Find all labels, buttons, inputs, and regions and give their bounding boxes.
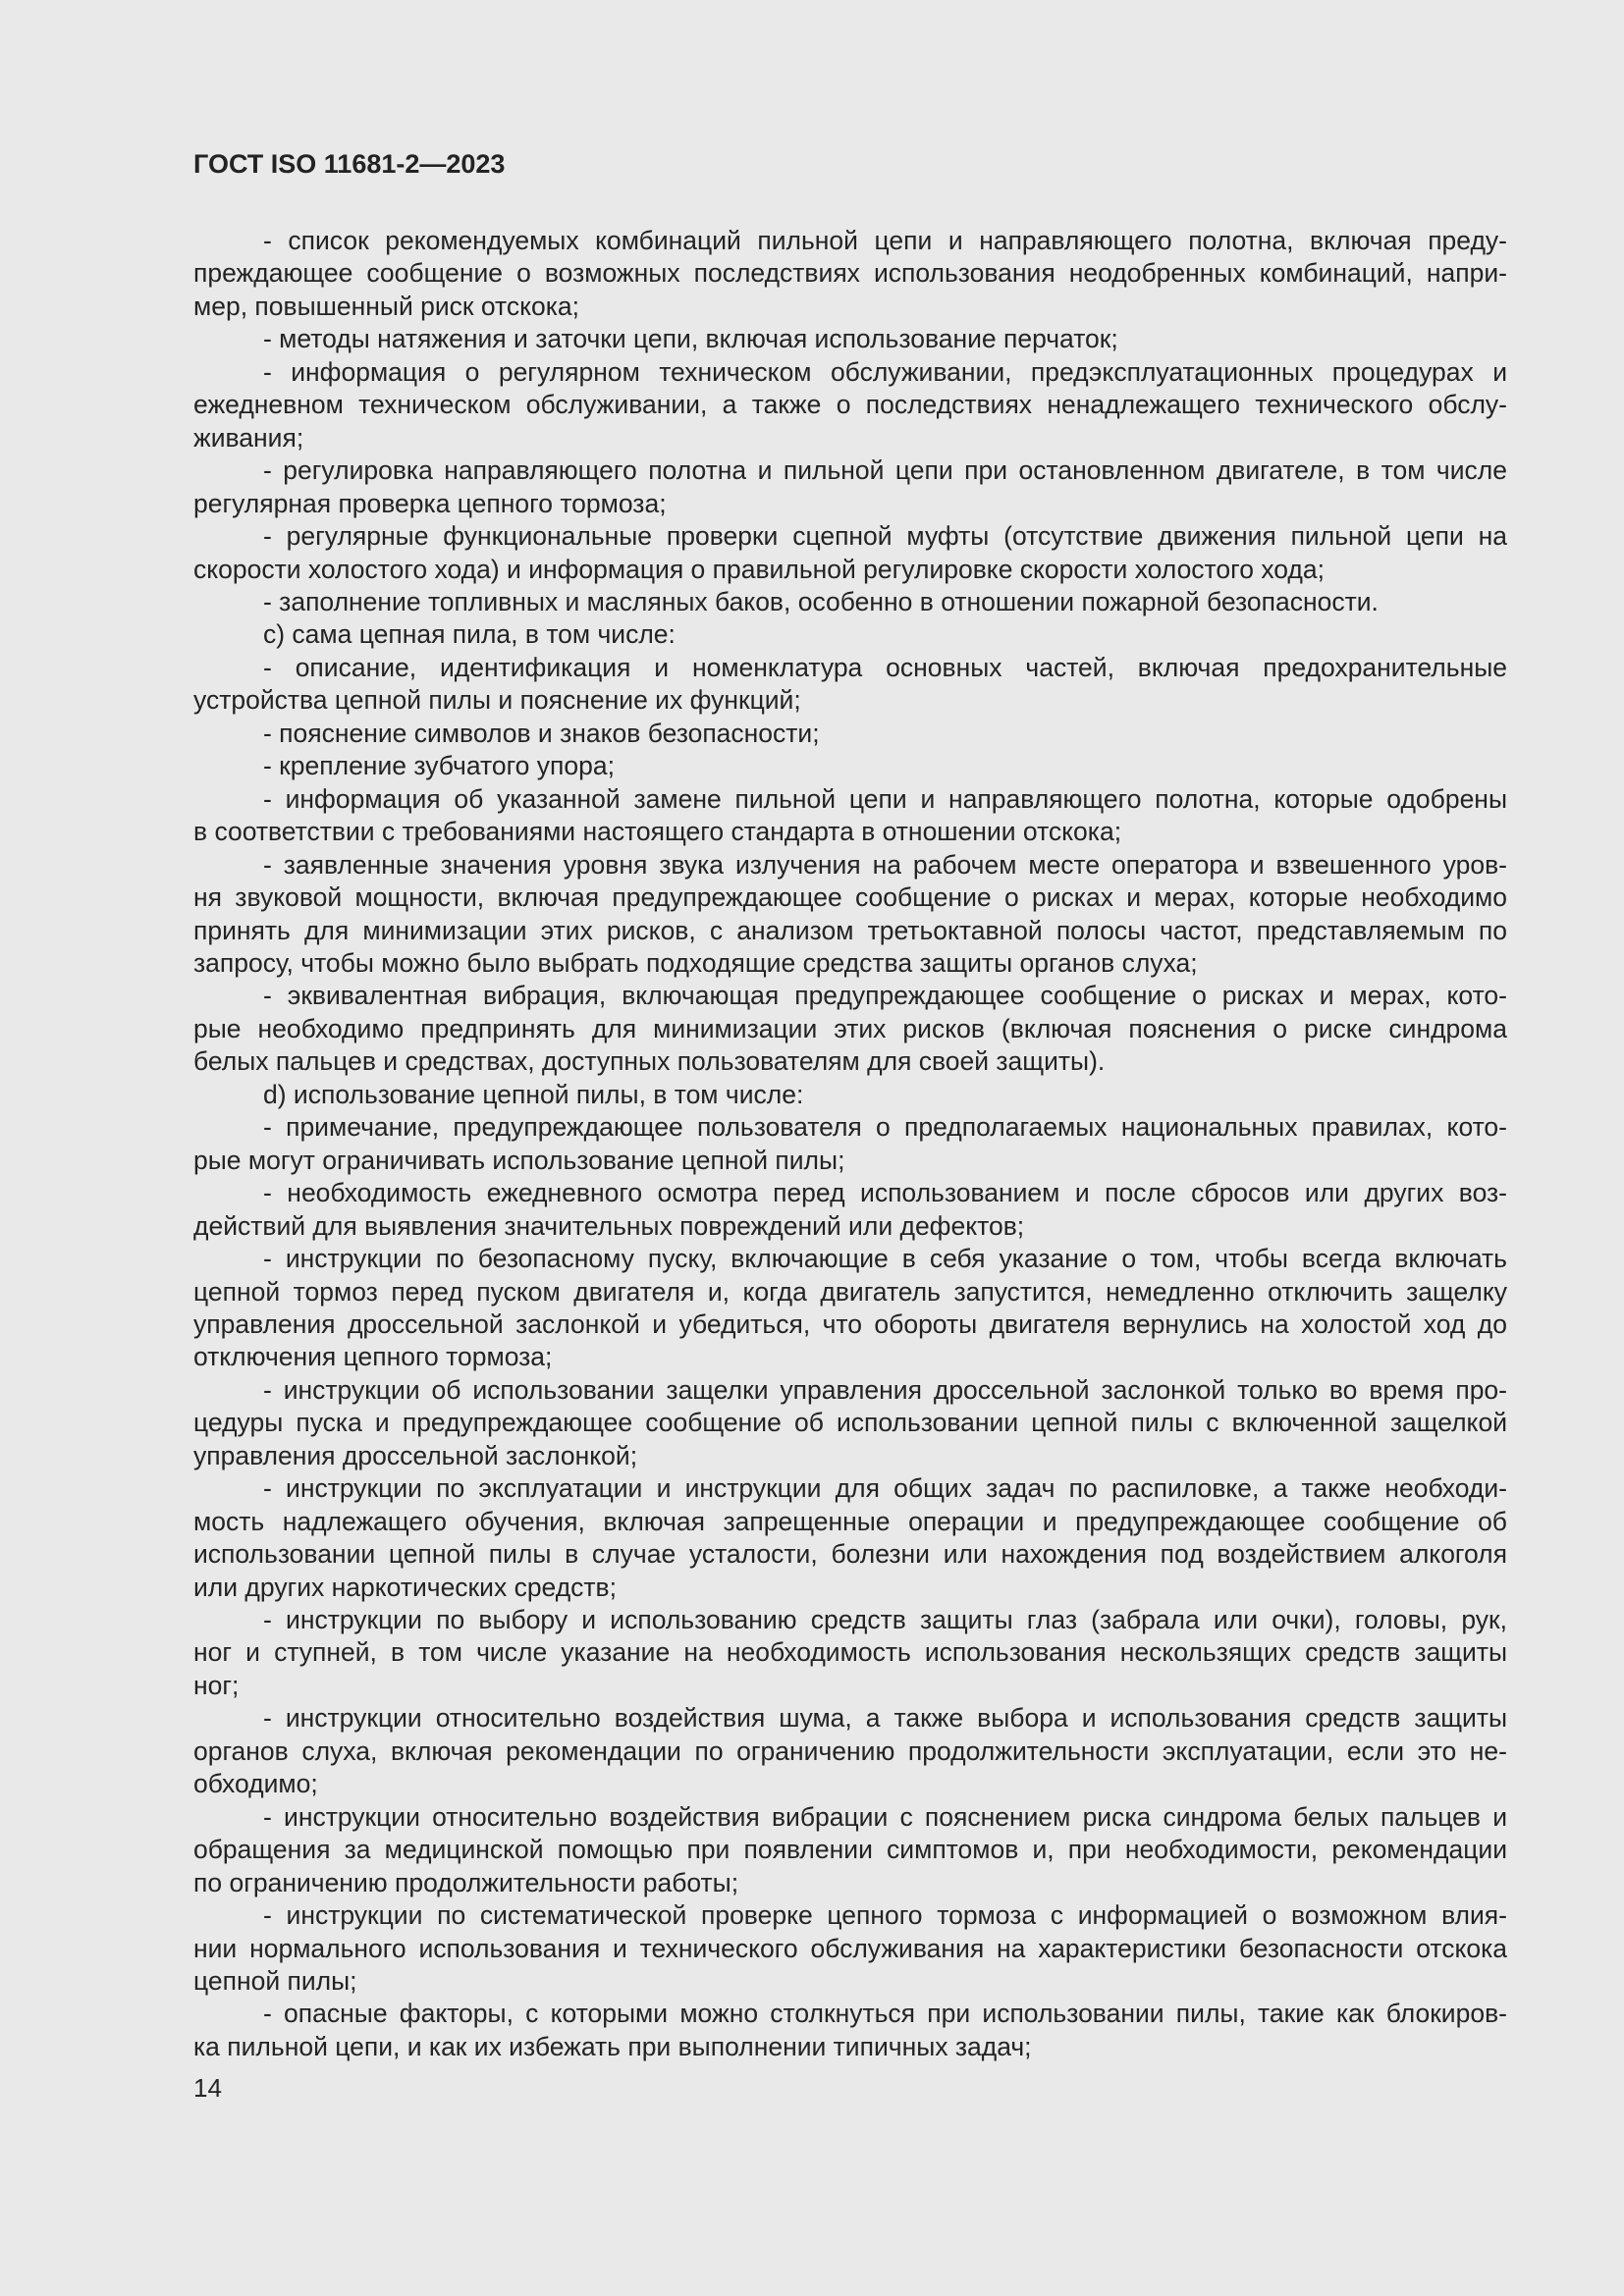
text-line: управления дроссельной заслонкой; (193, 1440, 638, 1470)
list-item (193, 783, 1507, 849)
list-item (193, 225, 1507, 323)
list-item (193, 1243, 1507, 1374)
text-line: - заявленные значения уровня звука излучения на рабочем месте оператора и взвешенного уров- (263, 849, 1507, 880)
text-line: - информация о регулярном техническом обслуживании, предэксплуатационных процедурах и (263, 356, 1507, 387)
text-line: - инструкции об использовании защелки управления дроссельной заслонкой только во время про- (263, 1374, 1507, 1405)
text-line: нии нормального использования и технического обслуживания на характеристики безопасности отскока (193, 1933, 1507, 1963)
list-item (193, 1177, 1507, 1243)
text-line: - инструкции по систематической проверке цепного тормоза с информацией о возможном влия- (263, 1900, 1507, 1931)
text-line: - заполнение топливных и масляных баков, особенно в отношении пожарной безопасности. (263, 586, 1379, 616)
text-line: - инструкции относительно воздействия вибрации с пояснением риска синдрома белых пальцев и (263, 1801, 1507, 1832)
text-line: - регулярные функциональные проверки сцепной муфты (отсутствие движения пильной цепи на (263, 521, 1507, 552)
list-item (193, 1998, 1507, 2063)
list-item (193, 718, 1507, 750)
list-item (193, 356, 1507, 454)
text-line: белых пальцев и средствах, доступных пользователям для своей защиты). (193, 1046, 1106, 1077)
text-line: - инструкции относительно воздействия шума, а также выбора и использования средств защиты (263, 1703, 1507, 1734)
text-line: по ограничению продолжительности работы; (193, 1867, 739, 1897)
document-number-header: ГОСТ ISO 11681-2—2023 (193, 149, 506, 179)
text-line: - опасные факторы, с которыми можно столкнуться при использовании пилы, такие как блокиров- (263, 1999, 1507, 2029)
list-item (193, 980, 1507, 1078)
list-item (193, 454, 1507, 520)
text-line: - эквивалентная вибрация, включающая предупреждающее сообщение о рисках и мерах, кото- (263, 981, 1507, 1011)
text-line: регулярная проверка цепного тормоза; (193, 488, 667, 518)
text-line: ног и ступней, в том числе указание на необходимость использования нескользящих средств защиты (193, 1637, 1507, 1668)
list-item (193, 1899, 1507, 1998)
text-line: мость надлежащего обучения, включая запрещенные операции и предупреждающее сообщение об (193, 1506, 1507, 1536)
text-line: - описание, идентификация и номенклатура основных частей, включая предохранительные (263, 652, 1507, 682)
text-line: живания; (193, 422, 304, 453)
text-line: - список рекомендуемых комбинаций пильной цепи и направляющего полотна, включая преду- (263, 226, 1507, 255)
list-item (193, 323, 1507, 355)
text-line: в соответствии с требованиями настоящего стандарта в отношении отскока; (193, 817, 1122, 847)
text-line: ежедневном техническом обслуживании, а также о последствиях ненадлежащего технического обслу- (193, 390, 1507, 420)
text-line: - крепление зубчатого упора; (263, 751, 615, 781)
text-line: рые могут ограничивать использование цепной пилы; (193, 1145, 845, 1175)
text-line: или других наркотических средств; (193, 1572, 618, 1602)
text-line: - инструкции по выбору и использованию средств защиты глаз (забрала или очки), головы, рук, (263, 1605, 1507, 1635)
text-line: устройства цепной пилы и пояснение их функций; (193, 685, 801, 716)
list-item (193, 586, 1507, 618)
document-body (193, 225, 1507, 2063)
list-item (193, 1702, 1507, 1800)
text-line: цепной пилы; (193, 1966, 357, 1997)
list-heading (193, 618, 1507, 651)
page-number: 14 (193, 2073, 222, 2103)
text-line: принять для минимизации этих рисков, с анализом третьоктавной полосы частот, представляемым по (193, 915, 1507, 945)
text-line: ка пильной цепи, и как их избежать при выполнении типичных задач; (193, 2031, 1032, 2061)
list-item (193, 849, 1507, 981)
text-line: запросу, чтобы можно было выбрать подходящие средства защиты органов слуха; (193, 947, 1198, 978)
list-item (193, 1604, 1507, 1702)
text-line: цедуры пуска и предупреждающее сообщение об использовании цепной пилы с включенной защелкой (193, 1408, 1507, 1438)
text-line: - необходимость ежедневного осмотра перед использованием и после сбросов или других воз- (263, 1178, 1507, 1208)
list-item (193, 1801, 1507, 1899)
list-item (193, 520, 1507, 586)
text-line: обращения за медицинской помощью при появлении симптомов и, при необходимости, рекомендации (193, 1835, 1507, 1865)
text-line: отключения цепного тормоза; (193, 1342, 553, 1372)
text-line: c) сама цепная пила, в том числе: (263, 619, 676, 650)
list-item (193, 652, 1507, 718)
text-line: - методы натяжения и заточки цепи, включая использование перчаток; (263, 324, 1118, 354)
text-line: скорости холостого хода) и информация о правильной регулировке скорости холостого хода; (193, 554, 1325, 584)
text-line: d) использование цепной пилы, в том числе: (263, 1079, 804, 1109)
text-line: ня звуковой мощности, включая предупреждающее сообщение о рисках и мерах, которые необходимо (193, 882, 1507, 913)
text-line: - инструкции по безопасному пуску, включающие в себя указание о том, чтобы всегда включать (263, 1244, 1507, 1274)
text-line: рые необходимо предпринять для минимизации этих рисков (включая пояснения о риске синдрома (193, 1013, 1507, 1043)
text-line: обходимо; (193, 1769, 318, 1799)
text-line: мер, повышенный риск отскока; (193, 291, 580, 321)
text-line: - регулировка направляющего полотна и пильной цепи при остановленном двигателе, в том числе (263, 455, 1507, 486)
list-heading (193, 1079, 1507, 1111)
text-line: - пояснение символов и знаков безопасности; (263, 718, 820, 748)
text-line: действий для выявления значительных повреждений или дефектов; (193, 1210, 1025, 1241)
text-line: преждающее сообщение о возможных последствиях использования неодобренных комбинаций, напри- (193, 258, 1507, 289)
text-line: использовании цепной пилы в случае усталости, болезни или нахождения под воздействием алкоголя (193, 1539, 1507, 1570)
text-line: - инструкции по эксплуатации и инструкции для общих задач по распиловке, а также необходи- (263, 1473, 1507, 1504)
list-item (193, 1374, 1507, 1472)
list-item (193, 1472, 1507, 1604)
text-line: ног; (193, 1670, 240, 1700)
text-line: управления дроссельной заслонкой и убедиться, что обороты двигателя вернулись на холостой ход до (193, 1308, 1507, 1339)
text-line: цепной тормоз перед пуском двигателя и, когда двигатель запустится, немедленно отключить защелку (193, 1276, 1507, 1307)
text-line: - информация об указанной замене пильной цепи и направляющего полотна, которые одобрены (263, 783, 1507, 814)
text-line: органов слуха, включая рекомендации по ограничению продолжительности эксплуатации, если это не- (193, 1735, 1507, 1766)
list-item (193, 1111, 1507, 1177)
list-item (193, 750, 1507, 782)
text-line: - примечание, предупреждающее пользователя о предполагаемых национальных правилах, кото- (263, 1112, 1507, 1143)
